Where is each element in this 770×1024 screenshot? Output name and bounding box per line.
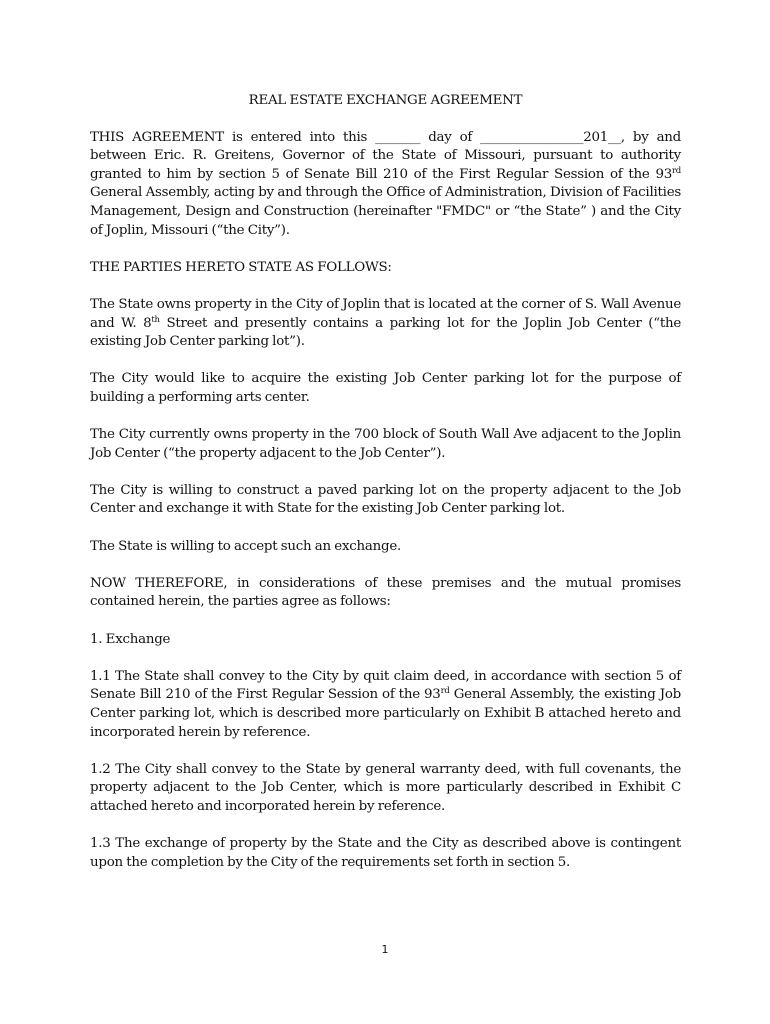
clause-1-1-text: 1.1 The State shall convey to the City by quit claim deed, in accordance with section 5 of Senate Bill 210 of the First Regular Session of the 93 [90, 668, 681, 703]
recital-paragraph-4: The City is willing to construct a paved parking lot on the property adjacent to the Job Center and exchange it with State for the existing Job Center parking lot. [90, 482, 681, 517]
intro-text: THIS AGREEMENT is entered into this _______ day of ________________201__, by and between Eric. R. Greitens, Governor of the State of Missouri, pursuant to authority granted to him by section 5 of Senate Bill 210 of the First Regular Session of the 93 [90, 129, 681, 182]
recital-1-text: The State owns property in the City of Joplin that is located at the corner of S. Wall Avenue and W. 8 [90, 296, 681, 331]
now-therefore-paragraph: NOW THEREFORE, in considerations of these premises and the mutual promises contained herein, the parties agree as follows: [90, 575, 681, 610]
clause-1-2: 1.2 The City shall convey to the State by general warranty deed, with full covenants, the property adjacent to the Job Center, which is more particularly described in Exhibit C attached hereto and incorporated herein by reference. [90, 761, 681, 814]
ordinal-suffix: rd [440, 686, 450, 697]
clause-1-1 [90, 668, 681, 742]
parties-heading: THE PARTIES HERETO STATE AS FOLLOWS: [90, 259, 392, 275]
recital-paragraph-3: The City currently owns property in the 700 block of South Wall Ave adjacent to the Joplin Job Center (“the property adjacent to the Job Center”). [90, 427, 681, 461]
recital-1-text-continued: Street and presently contains a parking lot for the Joplin Job Center (“the existing Job Center parking lot”). [90, 315, 681, 350]
document-body [90, 92, 681, 891]
intro-text-continued: General Assembly, acting by and through the Office of Administration, Division of Facilities Management, Design and Construction (hereinafter "FMDC" or “the State” ) and the City of Joplin, Missouri (“the City”). [90, 185, 681, 238]
ordinal-suffix: rd [671, 165, 681, 176]
recital-paragraph-2: The City would like to acquire the existing Job Center parking lot for the purpose of building a performing arts center. [90, 371, 681, 405]
recital-paragraph-1 [90, 296, 681, 352]
clause-1-1-text-continued: General Assembly, the existing Job Center parking lot, which is described more particularly on Exhibit B attached hereto and incorporated herein by reference. [90, 687, 681, 740]
document-title: REAL ESTATE EXCHANGE AGREEMENT [248, 93, 523, 108]
page-number: 1 [381, 943, 389, 956]
recital-paragraph-5: The State is willing to accept such an exchange. [90, 538, 402, 554]
section-1-heading: 1. Exchange [90, 631, 171, 647]
ordinal-suffix: th [151, 314, 160, 325]
intro-paragraph [90, 129, 681, 241]
clause-1-3: 1.3 The exchange of property by the State and the City as described above is contingent upon the completion by the City of the requirements set forth in section 5. [90, 836, 681, 870]
